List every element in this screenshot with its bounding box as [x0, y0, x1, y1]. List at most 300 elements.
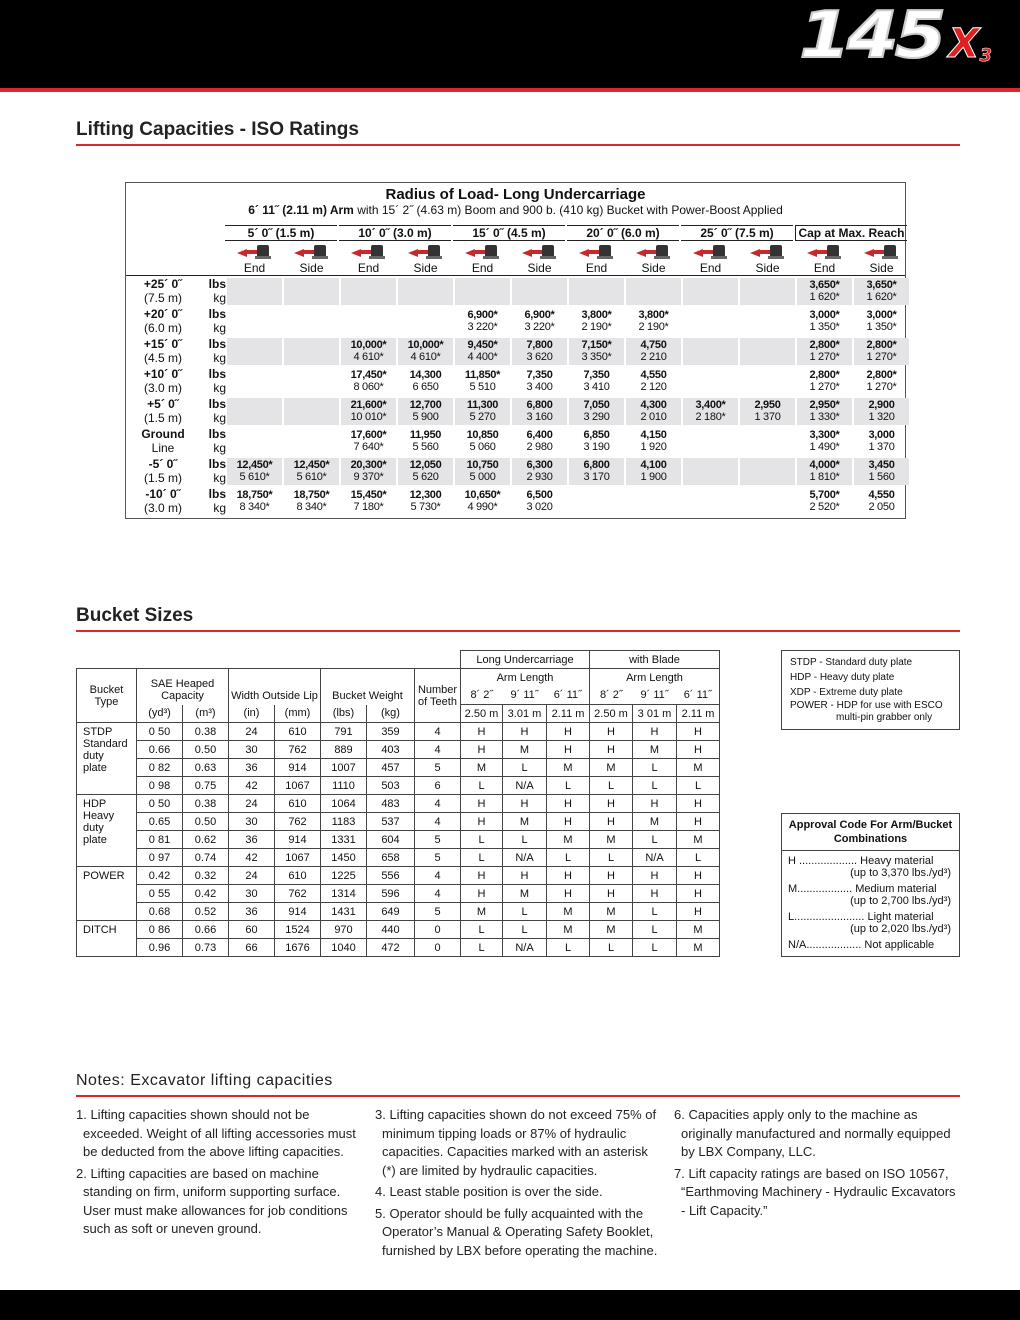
value-kg: 10 010*	[350, 411, 387, 423]
value-kg: 1 370	[868, 441, 895, 453]
lift-row	[126, 367, 905, 397]
note-item: 6. Capacities apply only to the machine as originally manufactured and normally equipped by LBX Company, LLC.	[674, 1107, 951, 1159]
end-label: End	[243, 261, 266, 275]
lift-value-cell	[797, 338, 852, 365]
bucket-cell: 0.63	[183, 759, 229, 777]
value-lbs: 2,950	[754, 399, 781, 411]
value-kg: 5 730*	[410, 501, 441, 513]
side-position-icon	[294, 244, 328, 260]
approval-item	[782, 911, 959, 935]
lift-value-cell	[683, 398, 738, 425]
value-lbs: 6,900*	[467, 309, 498, 321]
value-kg: 1 620*	[809, 291, 840, 303]
unit-header: (kg)	[367, 705, 415, 723]
bucket-cell: L	[547, 777, 590, 795]
bucket-cell: H	[590, 813, 633, 831]
lift-value-cell	[569, 458, 624, 485]
bucket-cell: H	[677, 795, 720, 813]
lift-row	[126, 427, 905, 457]
lift-value-cell	[398, 278, 453, 305]
bucket-cell: L	[503, 903, 547, 921]
side-label: Side	[299, 261, 324, 275]
value-kg: 2 210	[640, 351, 667, 363]
header-bucket-type: Bucket Type	[77, 669, 137, 723]
lift-value-cell	[626, 368, 681, 395]
value-lbs: 3,000	[868, 429, 895, 441]
banner-accent-line	[0, 88, 1020, 92]
bucket-cell: 610	[275, 723, 321, 741]
side-position-icon	[864, 244, 898, 260]
value-kg: 4 610*	[410, 351, 441, 363]
value-lbs: 4,550	[868, 489, 895, 501]
legend-power: POWER - HDP for use with ESCO	[790, 700, 943, 711]
value-lbs: 12,450*	[293, 459, 330, 471]
side-position-icon	[636, 244, 670, 260]
value-lbs: 7,350	[583, 369, 610, 381]
bucket-cell: L	[461, 849, 503, 867]
load-height: Ground	[141, 427, 185, 441]
value-lbs: 9,450*	[467, 339, 498, 351]
value-kg: 2 520*	[809, 501, 840, 513]
bucket-cell: 1040	[321, 939, 367, 957]
bucket-cell: H	[547, 813, 590, 831]
bucket-cell: 24	[229, 723, 275, 741]
bucket-cell: 1064	[321, 795, 367, 813]
lift-value-cell	[227, 488, 282, 515]
bucket-cell: L	[633, 831, 677, 849]
bucket-cell: L	[547, 849, 590, 867]
lift-value-cell	[455, 368, 510, 395]
bucket-cell: H	[547, 867, 590, 885]
value-kg: 2 010	[640, 411, 667, 423]
end-label: End	[699, 261, 722, 275]
bucket-cell: 0.42	[137, 867, 183, 885]
value-kg: 3 620	[526, 351, 553, 363]
value-lbs: 10,850	[466, 429, 499, 441]
bucket-cell: 5	[415, 831, 461, 849]
lift-value-cell	[740, 278, 795, 305]
bucket-cell: H	[461, 885, 503, 903]
unit-header: (yd³)	[137, 705, 183, 723]
lift-value-cell	[455, 398, 510, 425]
value-lbs: 18,750*	[236, 489, 273, 501]
logo-sub: 3	[979, 45, 992, 66]
load-height: +5´ 0˝	[147, 397, 179, 411]
lift-value-cell	[341, 428, 396, 455]
end-position-icon	[237, 244, 271, 260]
lift-value-cell	[284, 458, 339, 485]
bucket-cell: H	[590, 741, 633, 759]
bucket-cell: 0.50	[183, 741, 229, 759]
value-kg: 8 340*	[296, 501, 327, 513]
bucket-cell: 0.38	[183, 723, 229, 741]
value-lbs: 10,650*	[464, 489, 501, 501]
bucket-cell: 5	[415, 759, 461, 777]
lift-value-cell	[569, 428, 624, 455]
value-kg: 2 180*	[695, 411, 726, 423]
unit-kg: kg	[213, 351, 226, 365]
approval-item	[782, 883, 959, 907]
lift-value-cell	[227, 338, 282, 365]
side-label: Side	[413, 261, 438, 275]
value-lbs: 4,000*	[809, 459, 840, 471]
bucket-cell: 503	[367, 777, 415, 795]
logo-number: 145	[799, 0, 943, 73]
end-position-icon	[351, 244, 385, 260]
bucket-cell: 4	[415, 723, 461, 741]
bucket-cell: 0.75	[183, 777, 229, 795]
lift-value-cell	[683, 458, 738, 485]
unit-header: (mm)	[275, 705, 321, 723]
bucket-cell: 36	[229, 903, 275, 921]
lift-value-cell	[683, 308, 738, 335]
value-kg: 3 400	[526, 381, 553, 393]
bucket-cell: M	[547, 759, 590, 777]
lift-value-cell	[512, 308, 567, 335]
arm-length-ft: 9´ 11˝	[633, 687, 677, 705]
value-lbs: 12,300	[409, 489, 442, 501]
approval-limit: (up to 2,020 lbs./yd³)	[850, 923, 951, 935]
bucket-cell: 0.38	[183, 795, 229, 813]
bucket-cell: 0 50	[137, 723, 183, 741]
bucket-cell: M	[503, 885, 547, 903]
bucket-cell: 1067	[275, 777, 321, 795]
bucket-cell: 1225	[321, 867, 367, 885]
bucket-cell: 0 86	[137, 921, 183, 939]
notes-rule	[76, 1095, 960, 1097]
lift-section-rule	[76, 144, 960, 146]
unit-lbs: lbs	[208, 337, 226, 351]
value-lbs: 6,800	[526, 399, 553, 411]
lift-value-cell	[455, 308, 510, 335]
bucket-cell: H	[633, 885, 677, 903]
value-lbs: 4,100	[640, 459, 667, 471]
approval-code: H ...................	[788, 855, 858, 867]
bucket-cell: H	[590, 885, 633, 903]
lift-value-cell	[854, 338, 909, 365]
lift-table-title: Radius of Load- Long Undercarriage	[385, 186, 646, 203]
value-lbs: 12,050	[409, 459, 442, 471]
value-lbs: 11,300	[466, 399, 499, 411]
bucket-cell: 0 55	[137, 885, 183, 903]
lift-value-cell	[512, 368, 567, 395]
value-kg: 8 060*	[353, 381, 384, 393]
note-item: 7. Lift capacity ratings are based on ISO 10567, “Earthmoving Machinery - Hydraulic Excavators - Lift Capacity.”	[674, 1165, 956, 1218]
load-height-metric: (1.5 m)	[143, 411, 182, 425]
lift-value-cell	[626, 398, 681, 425]
bucket-cell: 60	[229, 921, 275, 939]
lift-value-cell	[512, 458, 567, 485]
bucket-cell: H	[503, 867, 547, 885]
arm-length-m: 3.01 m	[503, 705, 547, 723]
legend-xdp: XDP - Extreme duty plate	[790, 687, 903, 698]
arm-length-ft: 9´ 11˝	[503, 687, 547, 705]
unit-lbs: lbs	[208, 397, 226, 411]
value-kg: 3 290	[583, 411, 610, 423]
bucket-cell: H	[590, 867, 633, 885]
bucket-cell: 649	[367, 903, 415, 921]
bucket-cell: H	[677, 723, 720, 741]
value-kg: 4 610*	[353, 351, 384, 363]
lift-value-cell	[284, 308, 339, 335]
bucket-cell: 0 81	[137, 831, 183, 849]
header-width: Width Outside Lip	[229, 669, 321, 705]
bucket-cell: 970	[321, 921, 367, 939]
bucket-type: POWER	[77, 867, 137, 921]
lift-value-cell	[740, 338, 795, 365]
lift-value-cell	[626, 428, 681, 455]
value-kg: 6 650	[412, 381, 439, 393]
bucket-cell: 36	[229, 831, 275, 849]
unit-kg: kg	[213, 501, 226, 515]
bucket-cell: H	[461, 795, 503, 813]
bucket-cell: 4	[415, 741, 461, 759]
note-item: 4. Least stable position is over the side.	[375, 1184, 603, 1199]
bucket-type-legend	[781, 650, 960, 730]
bucket-cell: H	[677, 741, 720, 759]
bucket-size-table	[76, 650, 720, 957]
value-kg: 2 930	[526, 471, 553, 483]
load-height-metric: (6.0 m)	[143, 321, 182, 335]
lift-value-cell	[512, 338, 567, 365]
value-lbs: 3,300*	[809, 429, 840, 441]
bucket-cell: 762	[275, 813, 321, 831]
legend-stdp: STDP - Standard duty plate	[790, 657, 913, 668]
bucket-cell: 1331	[321, 831, 367, 849]
bucket-row	[77, 759, 720, 777]
value-lbs: 10,000*	[350, 339, 387, 351]
value-kg: 2 190*	[581, 321, 612, 333]
value-kg: 2 190*	[638, 321, 669, 333]
bucket-cell: L	[633, 939, 677, 957]
lift-value-cell	[227, 428, 282, 455]
value-kg: 3 170	[583, 471, 610, 483]
bucket-cell: 24	[229, 795, 275, 813]
side-label: Side	[641, 261, 666, 275]
lift-header-divider	[126, 275, 905, 276]
logo-x: X	[948, 21, 980, 67]
lift-value-cell	[854, 308, 909, 335]
value-kg: 1 560	[868, 471, 895, 483]
bucket-cell: M	[677, 939, 720, 957]
lift-value-cell	[569, 368, 624, 395]
bucket-cell: 0.73	[183, 939, 229, 957]
value-kg: 7 180*	[353, 501, 384, 513]
bucket-cell: H	[633, 795, 677, 813]
bucket-cell: L	[633, 759, 677, 777]
value-kg: 1 810*	[809, 471, 840, 483]
lift-value-cell	[683, 428, 738, 455]
load-height: +10´ 0˝	[143, 367, 183, 381]
bottom-banner	[0, 1290, 1020, 1320]
value-kg: 5 560	[412, 441, 439, 453]
lift-row	[126, 307, 905, 337]
unit-lbs: lbs	[208, 457, 226, 471]
load-height-metric: (1.5 m)	[143, 471, 182, 485]
approval-item	[782, 855, 959, 879]
value-kg: 1 330*	[809, 411, 840, 423]
bucket-cell: L	[503, 831, 547, 849]
header-number-of-teeth: Number of Teeth	[415, 669, 461, 723]
value-lbs: 6,300	[526, 459, 553, 471]
bucket-type: HDP Heavy duty plate	[77, 795, 137, 867]
bucket-cell: L	[547, 939, 590, 957]
lift-column-header: 15´ 0˝ (4.5 m)	[453, 225, 565, 241]
bucket-row	[77, 903, 720, 921]
unit-kg: kg	[213, 321, 226, 335]
value-lbs: 10,000*	[407, 339, 444, 351]
value-kg: 3 190	[583, 441, 610, 453]
value-lbs: 10,750	[466, 459, 499, 471]
value-lbs: 3,000*	[866, 309, 897, 321]
value-kg: 9 370*	[353, 471, 384, 483]
bucket-cell: 0	[415, 921, 461, 939]
side-label: Side	[755, 261, 780, 275]
approval-desc: Not applicable	[861, 939, 935, 951]
bucket-cell: M	[677, 921, 720, 939]
bucket-cell: M	[590, 759, 633, 777]
header-sae-capacity: SAE Heaped Capacity	[137, 669, 229, 705]
approval-code: L.......................	[788, 911, 865, 923]
bucket-cell: L	[633, 903, 677, 921]
lift-table-subtitle: 6´ 11˝ (2.11 m) Arm with 15´ 2˝ (4.63 m) Boom and 900 b. (410 kg) Bucket with Power-Boost Applied	[248, 203, 783, 217]
load-height-metric: (4.5 m)	[143, 351, 182, 365]
bucket-cell: H	[677, 903, 720, 921]
bucket-cell: 762	[275, 885, 321, 903]
bucket-cell: 30	[229, 885, 275, 903]
lift-value-cell	[341, 488, 396, 515]
lift-column-header: Cap at Max. Reach	[795, 225, 907, 241]
bucket-row	[77, 849, 720, 867]
value-lbs: 6,500	[526, 489, 553, 501]
bucket-cell: H	[677, 885, 720, 903]
value-kg: 1 900	[640, 471, 667, 483]
bucket-cell: H	[677, 867, 720, 885]
lift-value-cell	[683, 488, 738, 515]
lift-section-title: Lifting Capacities - ISO Ratings	[76, 119, 359, 140]
bucket-cell: 0.52	[183, 903, 229, 921]
value-kg: 3 350*	[581, 351, 612, 363]
lift-value-cell	[854, 458, 909, 485]
bucket-cell: M	[633, 813, 677, 831]
lift-value-cell	[569, 398, 624, 425]
unit-kg: kg	[213, 471, 226, 485]
value-kg: 1 350*	[809, 321, 840, 333]
value-lbs: 4,750	[640, 339, 667, 351]
lift-value-cell	[569, 338, 624, 365]
lift-value-cell	[683, 278, 738, 305]
bucket-cell: L	[633, 777, 677, 795]
lift-value-cell	[797, 458, 852, 485]
bucket-cell: M	[547, 831, 590, 849]
value-kg: 5 000	[469, 471, 496, 483]
value-kg: 2 980	[526, 441, 553, 453]
arm-length-m: 2.11 m	[547, 705, 590, 723]
value-lbs: 2,800*	[809, 339, 840, 351]
bucket-cell: H	[461, 867, 503, 885]
bucket-cell: M	[547, 921, 590, 939]
arm-length-m: 3 01 m	[633, 705, 677, 723]
value-lbs: 4,150	[640, 429, 667, 441]
bucket-cell: H	[503, 723, 547, 741]
lift-value-cell	[341, 398, 396, 425]
lift-value-cell	[398, 308, 453, 335]
bucket-cell: 1524	[275, 921, 321, 939]
lift-value-cell	[626, 488, 681, 515]
value-kg: 3 220*	[524, 321, 555, 333]
bucket-cell: M	[503, 813, 547, 831]
value-lbs: 18,750*	[293, 489, 330, 501]
lift-value-cell	[341, 368, 396, 395]
lift-value-cell	[683, 368, 738, 395]
bucket-cell: 762	[275, 741, 321, 759]
end-position-icon	[693, 244, 727, 260]
value-lbs: 3,000*	[809, 309, 840, 321]
end-label: End	[471, 261, 494, 275]
bucket-cell: M	[590, 921, 633, 939]
lift-value-cell	[683, 338, 738, 365]
bucket-cell: 1676	[275, 939, 321, 957]
lift-value-cell	[854, 428, 909, 455]
arm-length-ft: 6´ 11˝	[677, 687, 720, 705]
lift-value-cell	[284, 278, 339, 305]
bucket-cell: N/A	[633, 849, 677, 867]
value-lbs: 4,300	[640, 399, 667, 411]
value-lbs: 3,800*	[638, 309, 669, 321]
bucket-row	[77, 939, 720, 957]
bucket-section-rule	[76, 630, 960, 632]
approval-limit: (up to 3,370 lbs./yd³)	[850, 867, 951, 879]
lift-row	[126, 457, 905, 487]
value-kg: 1 270*	[866, 381, 897, 393]
value-lbs: 12,700	[409, 399, 442, 411]
end-label: End	[813, 261, 836, 275]
lift-value-cell	[512, 428, 567, 455]
bucket-cell: H	[547, 885, 590, 903]
lift-value-cell	[854, 398, 909, 425]
bucket-cell: H	[547, 723, 590, 741]
lift-row	[126, 337, 905, 367]
end-position-icon	[579, 244, 613, 260]
lift-column-header: 20´ 0˝ (6.0 m)	[567, 225, 679, 241]
value-lbs: 2,950*	[809, 399, 840, 411]
bucket-cell: 440	[367, 921, 415, 939]
value-lbs: 3,650*	[809, 279, 840, 291]
end-label: End	[357, 261, 380, 275]
lift-value-cell	[740, 458, 795, 485]
bucket-cell: 42	[229, 777, 275, 795]
value-lbs: 3,650*	[866, 279, 897, 291]
lift-value-cell	[398, 368, 453, 395]
lift-value-cell	[455, 458, 510, 485]
bucket-row	[77, 867, 720, 885]
bucket-cell: 889	[321, 741, 367, 759]
bucket-cell: 4	[415, 795, 461, 813]
value-kg: 5 620	[412, 471, 439, 483]
bucket-cell: 483	[367, 795, 415, 813]
bucket-cell: M	[503, 741, 547, 759]
lift-value-cell	[797, 428, 852, 455]
value-kg: 4 990*	[467, 501, 498, 513]
lift-value-cell	[341, 278, 396, 305]
value-kg: 5 610*	[239, 471, 270, 483]
value-lbs: 11,950	[409, 429, 442, 441]
bucket-cell: N/A	[503, 849, 547, 867]
notes-column-2	[375, 1106, 659, 1263]
note-item: 1. Lifting capacities shown should not be exceeded. Weight of all lifting accessories must be deducted from the above lifting capacities.	[76, 1107, 356, 1159]
unit-kg: kg	[213, 291, 226, 305]
value-kg: 5 060	[469, 441, 496, 453]
